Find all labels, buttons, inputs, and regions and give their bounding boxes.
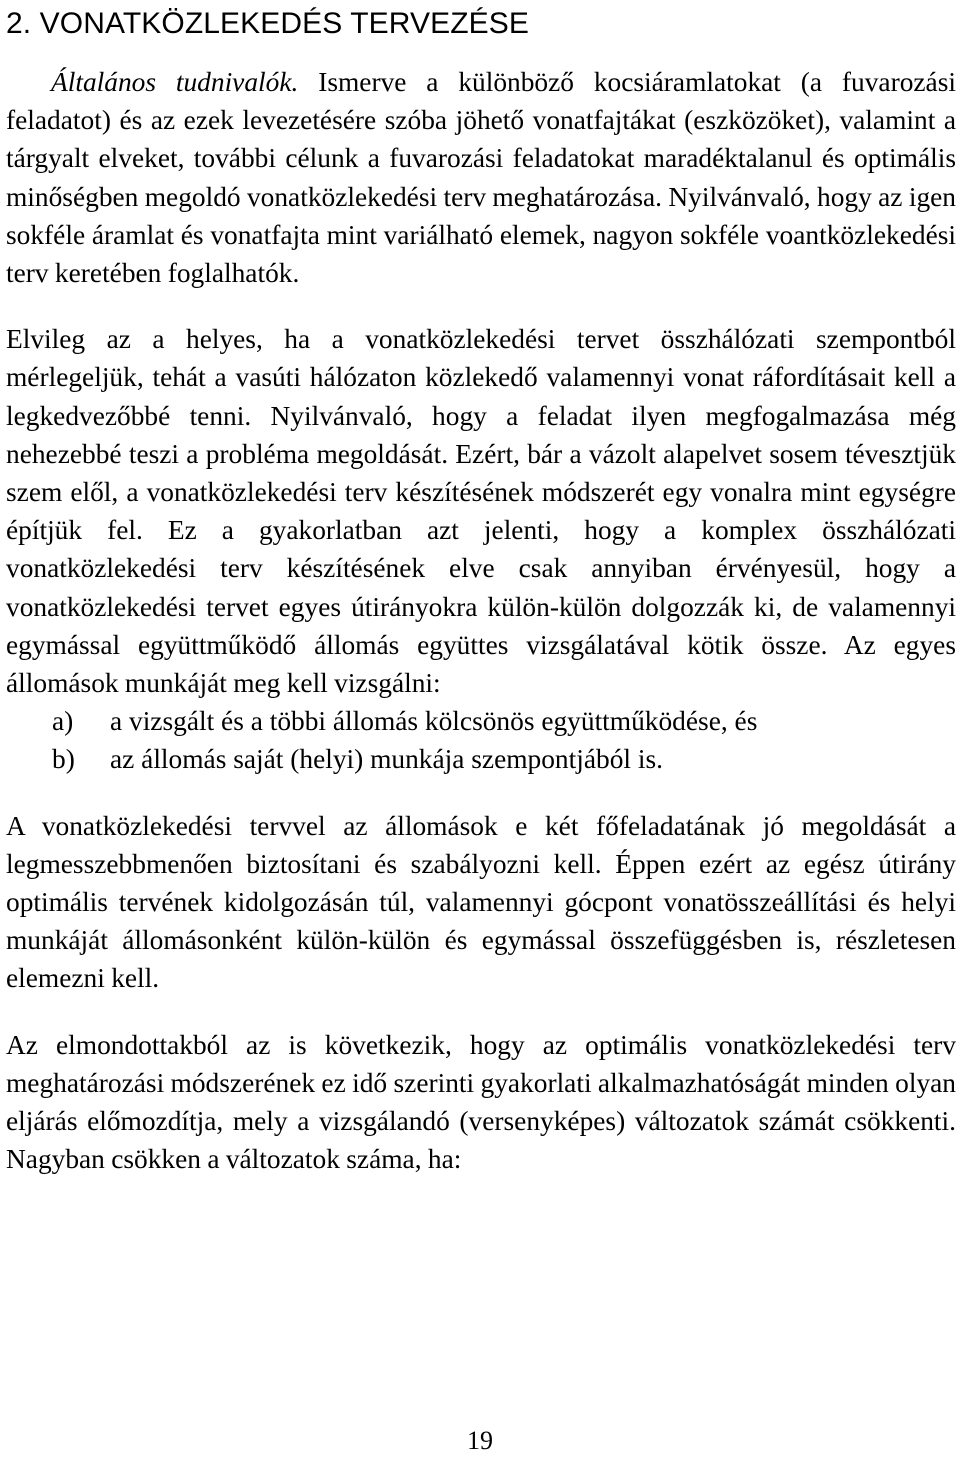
paragraph-lead-in: Általános tudnivalók. bbox=[51, 67, 299, 97]
paragraph-text: Ismerve a különböző kocsiáramlatokat (a fuvarozási feladatot) és az ezek levezetésére szóba jöhető vonatfajtákat (eszközöket), valamint a tárgyalt elveket, további célunk a fuvarozási feladatokat maradéktalanul és optimális minőségben megoldó vonatközlekedési terv meghatározása. Nyilvánvaló, hogy az igen sokféle áramlat és vonatfajta mint variálható elemek, nagyon sokféle voantközlekedési terv keretében foglalhatók. bbox=[6, 67, 956, 289]
list-item bbox=[6, 740, 956, 778]
paragraph-network-planning: Elvileg az a helyes, ha a vonatközlekedési tervet összhálózati szempontból mérlegeljük, tehát a vasúti hálózaton közlekedő valamennyi vonat ráfordításait kell a legkedvezőbbé tenni. Nyilvánvaló, hogy a feladat ilyen megfogalmazása még nehezebbé teszi a probléma megoldását. Ezért, bár a vázolt alapelvet sosem tévesztjük szem elől, a vonatközlekedési terv készítésének módszerét egy vonalra mint egységre építjük fel. Ez a gyakorlatban azt jelenti, hogy a komplex összhálózati vonatközlekedési terv készítésének elve csak annyiban érvényesül, hogy a vonatközlekedési tervet egyes útirányokra külön-külön dolgozzák ki, de valamennyi egymással együttműködő állomás együttes vizsgálatával kötik össze. Az egyes állomások munkáját meg kell vizsgálni: bbox=[6, 324, 956, 699]
list-marker: a) bbox=[52, 706, 74, 737]
section-heading: 2. VONATKÖZLEKEDÉS TERVEZÉSE bbox=[6, 7, 529, 40]
station-work-list bbox=[6, 702, 956, 778]
page-number: 19 bbox=[467, 1426, 493, 1455]
list-item-text: az állomás saját (helyi) munkája szempontjából is. bbox=[110, 744, 663, 775]
paragraph-conclusion: Az elmondottakból az is következik, hogy az optimális vonatközlekedési terv meghatározási módszerének ez idő szerinti gyakorlati alkalmazhatóságát minden olyan eljárás előmozdítja, mely a vizsgálandó (versenyképes) változatok számát csökkenti. Nagyban csökken a változatok száma, ha: bbox=[6, 1029, 956, 1175]
list-item bbox=[6, 702, 956, 740]
list-marker: b) bbox=[52, 744, 75, 775]
paragraph-general-info bbox=[6, 63, 956, 292]
list-item-text: a vizsgált és a többi állomás kölcsönös együttműködése, és bbox=[110, 706, 758, 737]
document-page bbox=[6, 0, 956, 1178]
paragraph-main-tasks: A vonatközlekedési tervvel az állomások e két főfeladatának jó megoldását a legmesszebbmenően biztosítani és szabályozni kell. Éppen ezért az egész útirány optimális tervének kidolgozásán túl, valamennyi gócpont vonatösszeállítási és helyi munkáját állomásonként külön-külön és egymással összefüggésben is, részletesen elemezni kell. bbox=[6, 810, 956, 994]
